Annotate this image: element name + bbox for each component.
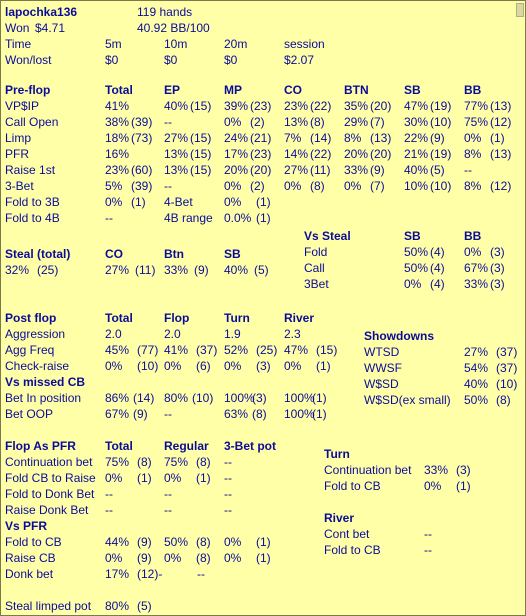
- flop-pfr-row-label: Fold CB to Raise: [5, 471, 96, 485]
- postflop-header: Flop: [164, 311, 190, 325]
- postflop-count: (3): [256, 359, 271, 373]
- postflop-value: 52%: [224, 343, 249, 357]
- preflop-value: --: [164, 115, 172, 129]
- preflop-count: (19): [430, 147, 452, 161]
- flop-pfr-row-label: Fold to Donk Bet: [5, 487, 95, 501]
- player-name: lapochka136: [5, 5, 78, 19]
- vs-pfr-count: (1): [256, 535, 271, 549]
- preflop-value: 21%: [404, 147, 429, 161]
- vs-steal-count: (3): [490, 261, 505, 275]
- time-col: 20m: [224, 37, 248, 51]
- fourbet-value: 0%: [224, 195, 242, 209]
- postflop-header: River: [284, 311, 315, 325]
- missed-cb-value: 100%: [284, 407, 315, 421]
- preflop-count: (14): [310, 131, 332, 145]
- preflop-value: 30%: [404, 115, 429, 129]
- postflop-value: 0%: [284, 359, 302, 373]
- missed-cb-value: 63%: [224, 407, 249, 421]
- won-amount: $4.71: [35, 21, 66, 35]
- preflop-count: (11): [310, 163, 331, 177]
- vs-steal-header: BB: [464, 229, 482, 243]
- steal-header: CO: [105, 247, 123, 261]
- preflop-title: Pre-flop: [5, 83, 51, 97]
- missed-cb-value: 100%: [224, 391, 255, 405]
- wonlost-value: $0: [224, 53, 238, 67]
- postflop-value: 47%: [284, 343, 309, 357]
- flop-pfr-value: 0%: [105, 471, 123, 485]
- preflop-count: (12): [490, 115, 512, 129]
- steal-value: 27%: [105, 263, 130, 277]
- hands-count: 119 hands: [137, 5, 193, 19]
- vs-steal-value: 50%: [404, 261, 429, 275]
- preflop-count: (15): [190, 163, 212, 177]
- preflop-count: (20): [370, 147, 392, 161]
- preflop-value: 8%: [464, 147, 482, 161]
- flop-pfr-value: --: [224, 487, 232, 501]
- preflop-count: (73): [131, 131, 153, 145]
- showdown-label: W$SD: [364, 377, 399, 391]
- preflop-value: 0%: [464, 131, 482, 145]
- river-row-label: Cont bet: [324, 527, 370, 541]
- won-label: Won: [5, 21, 30, 35]
- missed-cb-count: (10): [192, 391, 214, 405]
- vs-pfr-count: (1): [256, 551, 271, 565]
- flop-pfr-count: (1): [137, 471, 152, 485]
- vs-pfr-value: 44%: [105, 535, 130, 549]
- missed-cb-value: 86%: [105, 391, 130, 405]
- preflop-header: SB: [404, 83, 421, 97]
- showdown-count: (8): [496, 393, 511, 407]
- showdown-value: 40%: [464, 377, 489, 391]
- vs-pfr-value: 0%: [224, 535, 242, 549]
- vs-missed-cb-title: Vs missed CB: [5, 375, 86, 389]
- flop-pfr-header: Total: [105, 439, 133, 453]
- vs-steal-value: 0%: [404, 277, 422, 291]
- preflop-count: (13): [490, 99, 512, 113]
- flop-pfr-value: 75%: [164, 455, 189, 469]
- preflop-value: 35%: [344, 99, 369, 113]
- preflop-value: --: [164, 179, 172, 193]
- preflop-count: (15): [190, 131, 212, 145]
- wonlost-value: $0: [164, 53, 178, 67]
- missed-cb-value: 100%: [284, 391, 315, 405]
- time-label: Time: [5, 37, 32, 51]
- steal-value: 33%: [164, 263, 189, 277]
- preflop-row-label: 3-Bet: [5, 179, 34, 193]
- fourbet-range-value: 0.0%: [224, 211, 252, 225]
- postflop-row-label: Check-raise: [5, 359, 70, 373]
- preflop-header: EP: [164, 83, 181, 97]
- missed-cb-count: (14): [133, 391, 155, 405]
- preflop-header: BB: [464, 83, 482, 97]
- time-col: 10m: [164, 37, 188, 51]
- vs-pfr-value: 0%: [105, 551, 123, 565]
- preflop-value: 77%: [464, 99, 489, 113]
- preflop-header: CO: [284, 83, 302, 97]
- wonlost-label: Won/lost: [5, 53, 52, 67]
- flop-pfr-value: --: [105, 503, 113, 517]
- vs-steal-value: 67%: [464, 261, 489, 275]
- river-value: --: [424, 527, 432, 541]
- preflop-value: 41%: [105, 99, 130, 113]
- showdown-count: (37): [496, 361, 518, 375]
- missed-cb-count: (9): [133, 407, 148, 421]
- steal-count: (5): [254, 263, 269, 277]
- preflop-count: (22): [310, 147, 332, 161]
- postflop-header: Turn: [224, 311, 250, 325]
- postflop-value: 41%: [164, 343, 189, 357]
- fold4b-value: --: [105, 211, 113, 225]
- preflop-count: (8): [310, 179, 325, 193]
- fourbet-range-count: (1): [256, 211, 271, 225]
- river-title: River: [324, 511, 355, 525]
- preflop-value: 0%: [344, 179, 362, 193]
- preflop-value: 17%: [224, 147, 249, 161]
- preflop-count: (1): [490, 131, 505, 145]
- preflop-value: 33%: [344, 163, 369, 177]
- turn-value: 33%: [424, 463, 449, 477]
- vs-pfr-count: (12)-: [137, 567, 163, 581]
- vs-steal-count: (4): [430, 245, 445, 259]
- preflop-value: 0%: [224, 115, 242, 129]
- vs-pfr-count: (8): [196, 535, 211, 549]
- preflop-count: (20): [370, 99, 392, 113]
- flop-pfr-row-label: Raise Donk Bet: [5, 503, 89, 517]
- preflop-count: (15): [190, 99, 212, 113]
- showdown-value: 50%: [464, 393, 489, 407]
- preflop-row-label: PFR: [5, 147, 29, 161]
- preflop-row-label: VP$IP: [5, 99, 40, 113]
- missed-cb-row-label: Bet In position: [5, 391, 82, 405]
- fourbet-range-label: 4B range: [164, 211, 213, 225]
- steal-total-value: 32%: [5, 263, 30, 277]
- flop-pfr-count: (1): [196, 471, 211, 485]
- steal-header: Btn: [164, 247, 184, 261]
- preflop-value: 0%: [284, 179, 302, 193]
- preflop-value: 27%: [284, 163, 309, 177]
- preflop-count: (39): [131, 115, 153, 129]
- missed-cb-row-label: Bet OOP: [5, 407, 54, 421]
- preflop-value: 13%: [164, 147, 189, 161]
- preflop-row-label: Limp: [5, 131, 32, 145]
- missed-cb-count: (1): [312, 391, 327, 405]
- preflop-value: 13%: [164, 163, 189, 177]
- vs-pfr-value: 50%: [164, 535, 189, 549]
- showdown-label: WWSF: [364, 361, 402, 375]
- vs-steal-value: 50%: [404, 245, 429, 259]
- preflop-count: (15): [190, 147, 212, 161]
- postflop-value: 0%: [164, 359, 182, 373]
- showdown-value: 27%: [464, 345, 489, 359]
- preflop-value: 39%: [224, 99, 249, 113]
- preflop-row-label: Raise 1st: [5, 163, 56, 177]
- preflop-value: 10%: [404, 179, 429, 193]
- postflop-count: (10): [137, 359, 159, 373]
- preflop-value: 40%: [164, 99, 189, 113]
- flop-pfr-header: 3-Bet pot: [224, 439, 276, 453]
- vs-steal-count: (3): [490, 245, 505, 259]
- preflop-value: 0%: [224, 179, 242, 193]
- turn-row-label: Fold to CB: [324, 479, 381, 493]
- showdown-count: (37): [496, 345, 518, 359]
- fold3b-count: (1): [131, 195, 146, 209]
- flop-pfr-value: 0%: [164, 471, 182, 485]
- postflop-title: Post flop: [5, 311, 57, 325]
- river-row-label: Fold to CB: [324, 543, 381, 557]
- preflop-value: --: [464, 163, 472, 177]
- preflop-count: (2): [250, 115, 265, 129]
- preflop-count: (10): [430, 115, 452, 129]
- flop-pfr-header: Regular: [164, 439, 209, 453]
- vs-steal-row-label: 3Bet: [304, 277, 329, 291]
- river-value: --: [424, 543, 432, 557]
- preflop-count: (12): [490, 179, 512, 193]
- turn-count: (1): [456, 479, 471, 493]
- fourbet-label: 4-Bet: [164, 195, 193, 209]
- steal-header: SB: [224, 247, 241, 261]
- preflop-count: (23): [250, 99, 272, 113]
- time-col: session: [284, 37, 325, 51]
- missed-cb-count: (1): [312, 407, 327, 421]
- vs-steal-row-label: Fold: [304, 245, 328, 259]
- postflop-row-label: Agg Freq: [5, 343, 55, 357]
- preflop-row-label: Call Open: [5, 115, 59, 129]
- aggression-value: 2.3: [284, 327, 301, 341]
- scrollbar[interactable]: [517, 1, 525, 615]
- preflop-header: BTN: [344, 83, 369, 97]
- showdown-label: W$SD(ex small): [364, 393, 451, 407]
- preflop-count: (9): [430, 131, 445, 145]
- preflop-value: 23%: [284, 99, 309, 113]
- preflop-value: 22%: [404, 131, 429, 145]
- vs-steal-title: Vs Steal: [304, 229, 351, 243]
- turn-count: (3): [456, 463, 471, 477]
- missed-cb-value: 80%: [164, 391, 189, 405]
- flop-as-pfr-title: Flop As PFR: [5, 439, 76, 453]
- vs-pfr-row-label: Raise CB: [5, 551, 56, 565]
- vs-steal-value: 33%: [464, 277, 489, 291]
- preflop-count: (20): [250, 163, 272, 177]
- fold3b-value: 0%: [105, 195, 123, 209]
- preflop-value: 18%: [105, 131, 130, 145]
- wonlost-value: $2.07: [284, 53, 315, 67]
- flop-pfr-value: --: [224, 471, 232, 485]
- postflop-count: (15): [316, 343, 338, 357]
- flop-pfr-row-label: Continuation bet: [5, 455, 93, 469]
- preflop-count: (13): [370, 131, 392, 145]
- preflop-count: (8): [310, 115, 325, 129]
- vs-steal-header: SB: [404, 229, 421, 243]
- preflop-value: 13%: [284, 115, 309, 129]
- postflop-count: (6): [196, 359, 211, 373]
- showdowns-title: Showdowns: [364, 329, 434, 343]
- fold3b-label: Fold to 3B: [5, 195, 60, 209]
- vs-pfr-value: 0%: [164, 551, 182, 565]
- preflop-value: 40%: [404, 163, 429, 177]
- preflop-value: 20%: [344, 147, 369, 161]
- steal-limped-pot-count: (5): [137, 599, 152, 613]
- preflop-value: 20%: [224, 163, 249, 177]
- turn-value: 0%: [424, 479, 442, 493]
- vs-steal-value: 0%: [464, 245, 482, 259]
- bb-per-100: 40.92 BB/100: [137, 21, 210, 35]
- showdown-value: 54%: [464, 361, 489, 375]
- postflop-count: (77): [137, 343, 159, 357]
- preflop-value: 29%: [344, 115, 369, 129]
- preflop-value: 8%: [344, 131, 362, 145]
- preflop-count: (21): [250, 131, 272, 145]
- time-col: 5m: [105, 37, 122, 51]
- preflop-count: (22): [310, 99, 332, 113]
- preflop-value: 16%: [105, 147, 130, 161]
- vs-pfr-count: (9): [137, 551, 152, 565]
- vs-pfr-value: 0%: [224, 551, 242, 565]
- preflop-count: (5): [430, 163, 445, 177]
- preflop-count: (13): [490, 147, 512, 161]
- steal-limped-pot-label: Steal limped pot: [5, 599, 92, 613]
- fourbet-count: (1): [256, 195, 271, 209]
- postflop-count: (37): [196, 343, 218, 357]
- vs-pfr-count: (9): [137, 535, 152, 549]
- vs-pfr-row-label: Fold to CB: [5, 535, 62, 549]
- vs-pfr-value: 17%: [105, 567, 130, 581]
- vs-steal-row-label: Call: [304, 261, 325, 275]
- preflop-count: (7): [370, 179, 385, 193]
- turn-title: Turn: [324, 447, 350, 461]
- flop-pfr-count: (8): [137, 455, 152, 469]
- vs-pfr-row-label: Donk bet: [5, 567, 54, 581]
- flop-pfr-value: --: [224, 503, 232, 517]
- aggression-label: Aggression: [5, 327, 66, 341]
- preflop-value: 47%: [404, 99, 429, 113]
- postflop-value: 0%: [105, 359, 123, 373]
- vs-steal-count: (4): [430, 261, 445, 275]
- preflop-count: (23): [250, 147, 272, 161]
- postflop-count: (1): [316, 359, 331, 373]
- showdown-count: (10): [496, 377, 518, 391]
- preflop-value: 7%: [284, 131, 302, 145]
- flop-pfr-value: --: [164, 487, 172, 501]
- turn-row-label: Continuation bet: [324, 463, 412, 477]
- showdown-label: WTSD: [364, 345, 400, 359]
- preflop-value: 5%: [105, 179, 123, 193]
- aggression-value: 2.0: [105, 327, 122, 341]
- missed-cb-count: (3): [252, 391, 267, 405]
- preflop-header: Total: [105, 83, 133, 97]
- steal-title: Steal (total): [5, 247, 71, 261]
- preflop-value: 14%: [284, 147, 309, 161]
- steal-limped-pot-value: 80%: [105, 599, 130, 613]
- preflop-count: (39): [131, 179, 153, 193]
- vs-pfr-count: (8): [196, 551, 211, 565]
- aggression-value: 2.0: [164, 327, 181, 341]
- preflop-value: 23%: [105, 163, 130, 177]
- preflop-count: (10): [430, 179, 452, 193]
- preflop-value: 75%: [464, 115, 489, 129]
- preflop-count: (2): [250, 179, 265, 193]
- steal-total-count: (25): [37, 263, 59, 277]
- preflop-value: 24%: [224, 131, 249, 145]
- postflop-value: 0%: [224, 359, 242, 373]
- steal-value: 40%: [224, 263, 249, 277]
- postflop-value: 45%: [105, 343, 130, 357]
- vs-pfr-value: --: [197, 567, 205, 581]
- flop-pfr-count: (8): [196, 455, 211, 469]
- postflop-count: (25): [256, 343, 278, 357]
- flop-pfr-value: --: [105, 487, 113, 501]
- flop-pfr-value: 75%: [105, 455, 130, 469]
- preflop-count: (60): [131, 163, 153, 177]
- missed-cb-value: --: [164, 407, 172, 421]
- flop-pfr-value: --: [164, 503, 172, 517]
- fold4b-label: Fold to 4B: [5, 211, 60, 225]
- preflop-value: 27%: [164, 131, 189, 145]
- missed-cb-count: (8): [252, 407, 267, 421]
- missed-cb-value: 67%: [105, 407, 130, 421]
- preflop-count: (7): [370, 115, 385, 129]
- preflop-value: 8%: [464, 179, 482, 193]
- steal-count: (9): [194, 263, 209, 277]
- vs-steal-count: (3): [490, 277, 505, 291]
- preflop-value: 38%: [105, 115, 130, 129]
- aggression-value: 1.9: [224, 327, 241, 341]
- preflop-count: (9): [370, 163, 385, 177]
- postflop-header: Total: [105, 311, 133, 325]
- scroll-thumb[interactable]: [516, 3, 524, 17]
- vs-steal-count: (4): [430, 277, 445, 291]
- wonlost-value: $0: [105, 53, 119, 67]
- flop-pfr-value: --: [224, 455, 232, 469]
- preflop-count: (19): [430, 99, 452, 113]
- steal-count: (11): [135, 263, 156, 277]
- vs-pfr-title: Vs PFR: [5, 519, 48, 533]
- preflop-header: MP: [224, 83, 242, 97]
